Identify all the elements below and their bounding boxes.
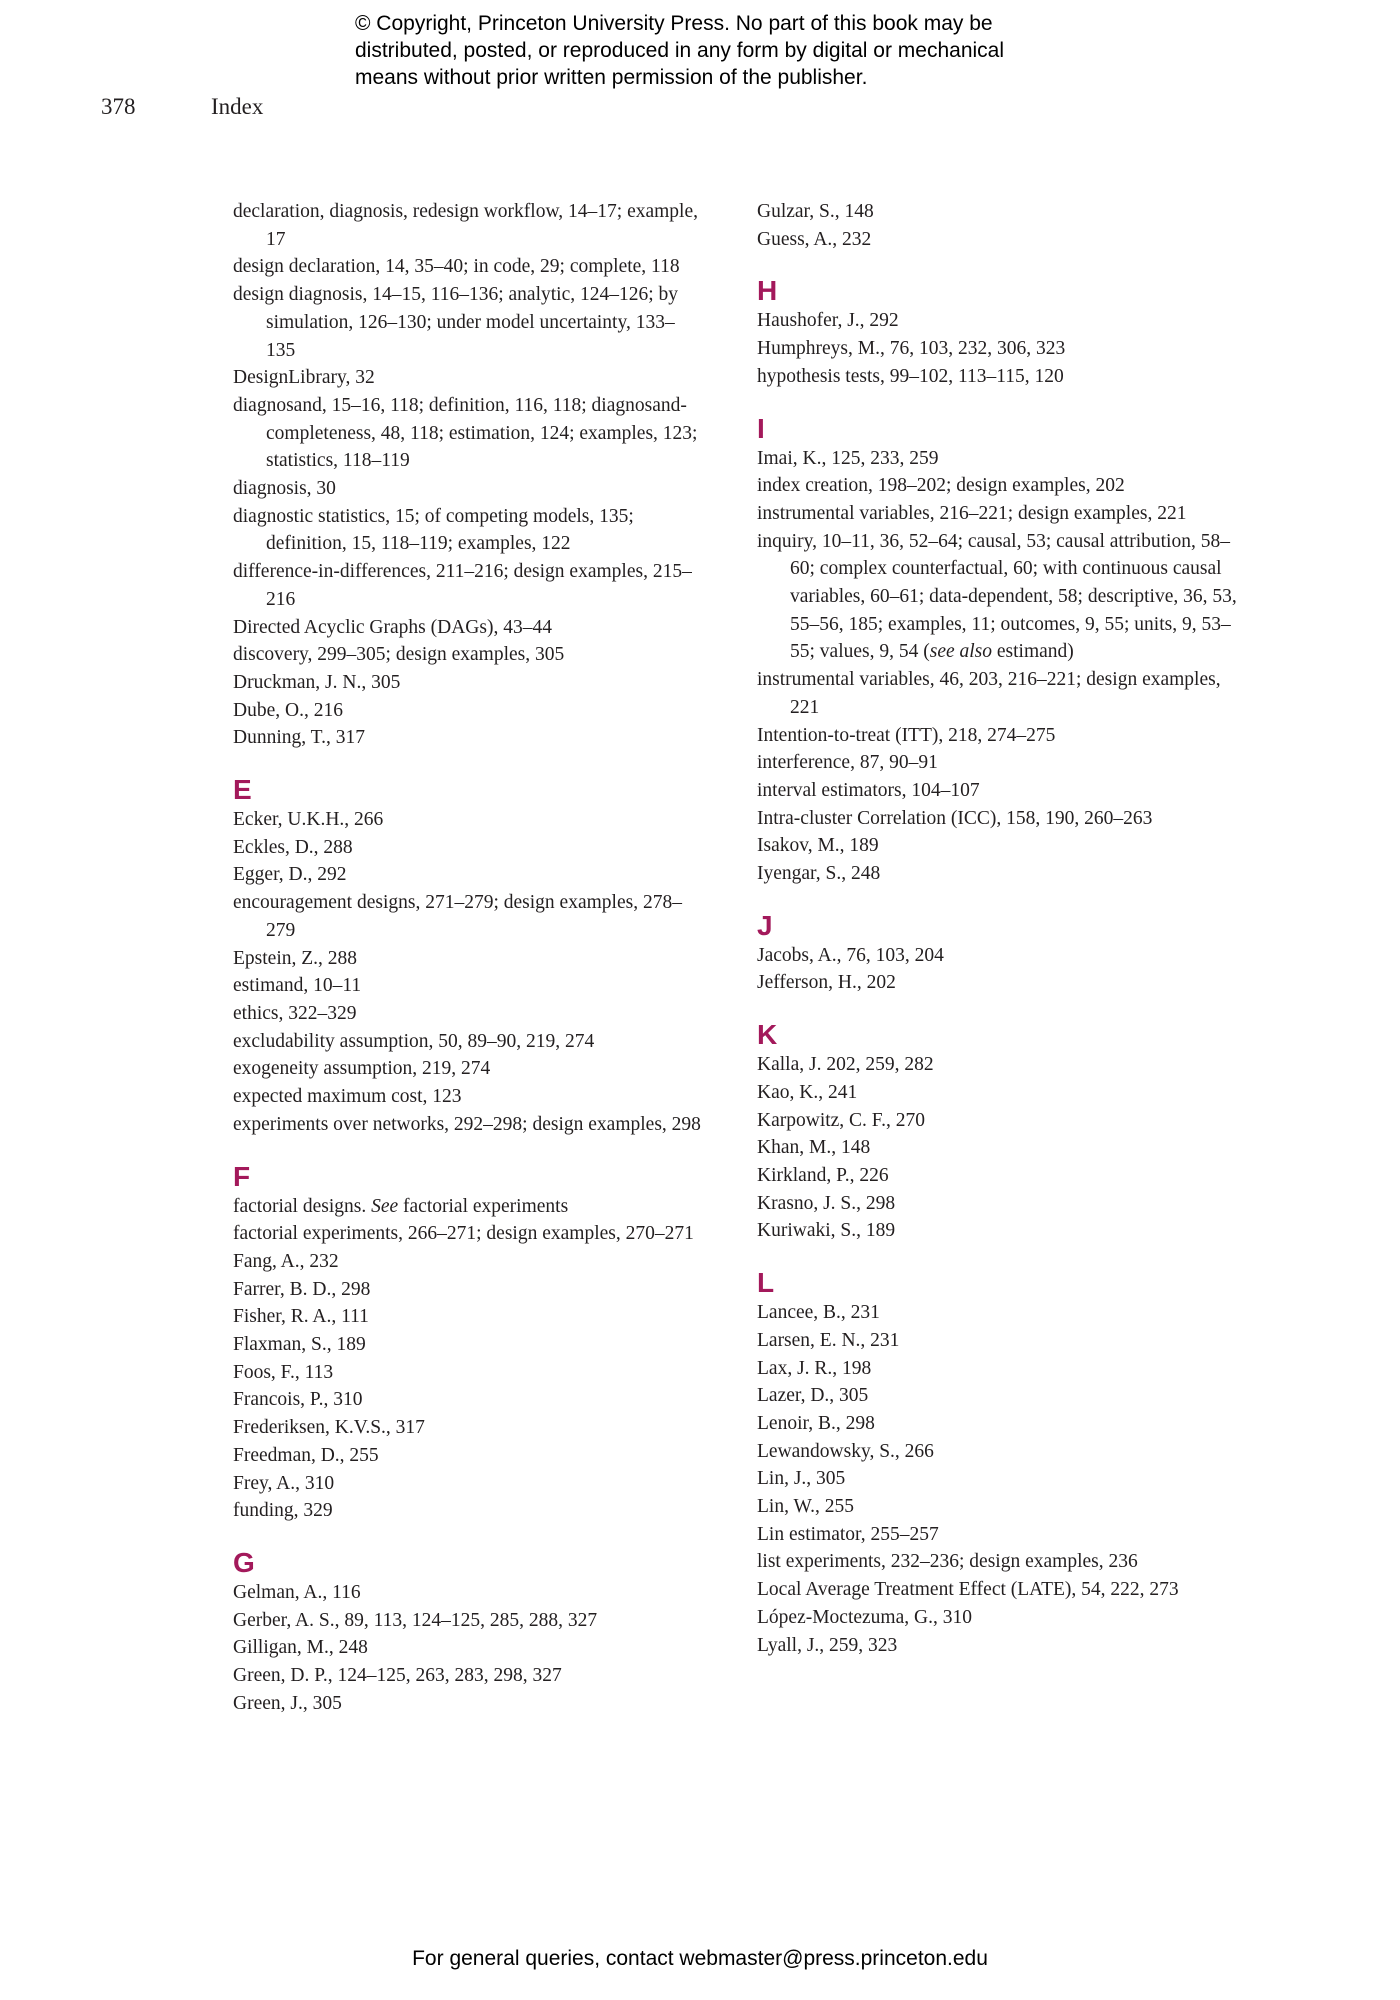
index-entry: Egger, D., 292	[233, 864, 347, 886]
index-entry: Gerber, A. S., 89, 113, 124–125, 285, 288, 327	[233, 1609, 598, 1631]
index-entry: interference, 87, 90–91	[757, 752, 938, 774]
index-entry: Freedman, D., 255	[233, 1444, 379, 1466]
index-entry: list experiments, 232–236; design examples, 236	[757, 1551, 1138, 1573]
index-entry: Kao, K., 241	[757, 1081, 858, 1103]
index-entry: Lewandowsky, S., 266	[757, 1440, 934, 1462]
see-also-reference: see also	[929, 641, 993, 663]
index-column-left	[233, 198, 703, 1717]
copyright-line: means without prior written permission of the publisher.	[355, 66, 868, 89]
index-entry	[757, 528, 1237, 667]
index-entry: Frey, A., 310	[233, 1472, 335, 1494]
index-entry: Ecker, U.K.H., 266	[233, 809, 384, 831]
index-entry: Kuriwaki, S., 189	[757, 1220, 896, 1242]
index-entry: Haushofer, J., 292	[757, 310, 899, 332]
section-letter-j: J	[757, 909, 773, 941]
index-entry: López-Moctezuma, G., 310	[757, 1606, 972, 1628]
index-entry: Lyall, J., 259, 323	[757, 1634, 898, 1656]
section-letter-k: K	[757, 1019, 778, 1051]
section-letter-f: F	[233, 1160, 251, 1192]
running-head: Index	[211, 94, 264, 119]
index-entry: design diagnosis, 14–15, 116–136; analytic, 124–126; by simulation, 126–130; under model uncertainty, 133–135	[233, 284, 679, 361]
section-letter-h: H	[757, 275, 778, 307]
see-reference: See	[371, 1195, 399, 1217]
index-entry: factorial experiments, 266–271; design examples, 270–271	[233, 1223, 694, 1245]
index-entry: diagnosand, 15–16, 118; definition, 116, 118; diagnosand-completeness, 48, 118; estimation, 124; examples, 123; statistics, 118–119	[233, 394, 698, 472]
index-entry	[233, 1193, 703, 1221]
index-entry: Kirkland, P., 226	[757, 1164, 889, 1186]
index-entry: Humphreys, M., 76, 103, 232, 306, 323	[757, 338, 1066, 360]
section-letter-l: L	[757, 1267, 775, 1299]
index-entry: excludability assumption, 50, 89–90, 219, 274	[233, 1030, 595, 1052]
index-entry: declaration, diagnosis, redesign workflow, 14–17; example, 17	[233, 201, 698, 250]
section-letter-i: I	[757, 412, 765, 444]
index-entry: Jacobs, A., 76, 103, 204	[757, 944, 944, 966]
index-entry: instrumental variables, 46, 203, 216–221; design examples, 221	[757, 669, 1221, 718]
index-entry: Epstein, Z., 288	[233, 947, 358, 969]
copyright-notice	[355, 10, 1115, 91]
index-entry: expected maximum cost, 123	[233, 1086, 462, 1108]
index-entry: Imai, K., 125, 233, 259	[757, 447, 939, 469]
footer-contact: For general queries, contact webmaster@press.princeton.edu	[412, 1947, 988, 1970]
copyright-line: © Copyright, Princeton University Press. No part of this book may be	[355, 12, 993, 35]
index-entry: Francois, P., 310	[233, 1389, 363, 1411]
index-entry: Lax, J. R., 198	[757, 1357, 872, 1379]
index-entry: Directed Acyclic Graphs (DAGs), 43–44	[233, 616, 552, 638]
index-entry: Iyengar, S., 248	[757, 863, 881, 885]
index-entry: exogeneity assumption, 219, 274	[233, 1058, 491, 1080]
index-entry: Green, J., 305	[233, 1692, 342, 1714]
index-entry: Gilligan, M., 248	[233, 1637, 368, 1659]
index-entry: interval estimators, 104–107	[757, 779, 980, 801]
index-entry: Frederiksen, K.V.S., 317	[233, 1417, 425, 1439]
index-entry: Fang, A., 232	[233, 1250, 339, 1272]
section-letter-e: E	[233, 774, 252, 806]
index-entry: Larsen, E. N., 231	[757, 1329, 900, 1351]
index-entry: design declaration, 14, 35–40; in code, 29; complete, 118	[233, 256, 680, 278]
index-entry: Flaxman, S., 189	[233, 1334, 366, 1356]
index-entry: Jefferson, H., 202	[757, 972, 896, 994]
index-entry: Foos, F., 113	[233, 1361, 334, 1383]
index-entry: Eckles, D., 288	[233, 836, 353, 858]
index-entry: Kalla, J. 202, 259, 282	[757, 1054, 934, 1076]
copyright-line: distributed, posted, or reproduced in any form by digital or mechanical	[355, 39, 1005, 62]
index-entry: difference-in-differences, 211–216; design examples, 215–216	[233, 561, 692, 610]
index-entry: ethics, 322–329	[233, 1002, 357, 1024]
index-entry: diagnostic statistics, 15; of competing models, 135; definition, 15, 118–119; examples, 122	[233, 505, 634, 555]
entry-text: inquiry, 10–11, 36, 52–64; causal, 53; causal attribution, 58–60; complex counterfactual, 60; with continuous causal variables, 60–61; data-dependent, 58; descriptive, 36, 53, 55–56, 185; examples, 11; outcomes, 9, 55; units, 9, 53–55; values, 9, 54 (	[757, 530, 1237, 663]
index-entry: Gulzar, S., 148	[757, 201, 874, 222]
index-entry: Druckman, J. N., 305	[233, 671, 401, 693]
index-entry: Farrer, B. D., 298	[233, 1278, 371, 1300]
index-entry: Intention-to-treat (ITT), 218, 274–275	[757, 724, 1056, 746]
section-letter-g: G	[233, 1546, 255, 1578]
index-entry: Isakov, M., 189	[757, 835, 879, 857]
index-entry: DesignLibrary, 32	[233, 367, 375, 389]
index-entry: Lazer, D., 305	[757, 1385, 869, 1407]
index-entry: experiments over networks, 292–298; design examples, 298	[233, 1113, 701, 1135]
index-entry: diagnosis, 30	[233, 478, 336, 500]
index-entry: funding, 329	[233, 1500, 333, 1522]
index-entry: Lancee, B., 231	[757, 1302, 880, 1324]
index-entry: Lin estimator, 255–257	[757, 1523, 939, 1545]
index-entry: Gelman, A., 116	[233, 1581, 361, 1603]
index-entry: Lin, J., 305	[757, 1468, 846, 1490]
index-entry: instrumental variables, 216–221; design examples, 221	[757, 502, 1187, 524]
index-entry: Fisher, R. A., 111	[233, 1306, 369, 1328]
index-entry: Lin, W., 255	[757, 1496, 854, 1518]
index-entry: Dunning, T., 317	[233, 727, 365, 749]
index-entry: Karpowitz, C. F., 270	[757, 1109, 925, 1131]
page-number: 378	[101, 94, 136, 119]
index-entry: hypothesis tests, 99–102, 113–115, 120	[757, 365, 1064, 387]
index-entry: Green, D. P., 124–125, 263, 283, 298, 327	[233, 1665, 562, 1687]
index-entry: estimand, 10–11	[233, 975, 362, 997]
entry-text: factorial designs.	[233, 1195, 372, 1217]
entry-text: factorial experiments	[398, 1195, 569, 1217]
index-entry: encouragement designs, 271–279; design examples, 278–279	[233, 892, 682, 941]
index-entry: Dube, O., 216	[233, 699, 343, 721]
index-column-right	[757, 198, 1237, 1659]
index-entry: Intra-cluster Correlation (ICC), 158, 190, 260–263	[757, 807, 1153, 829]
index-entry: Khan, M., 148	[757, 1137, 871, 1159]
index-entry: Krasno, J. S., 298	[757, 1192, 896, 1214]
index-entry: Local Average Treatment Effect (LATE), 54, 222, 273	[757, 1579, 1179, 1601]
index-entry: Guess, A., 232	[757, 228, 872, 250]
index-entry: discovery, 299–305; design examples, 305	[233, 644, 565, 666]
index-entry: Lenoir, B., 298	[757, 1412, 875, 1434]
entry-text: estimand)	[992, 641, 1074, 663]
index-entry: index creation, 198–202; design examples, 202	[757, 475, 1125, 497]
